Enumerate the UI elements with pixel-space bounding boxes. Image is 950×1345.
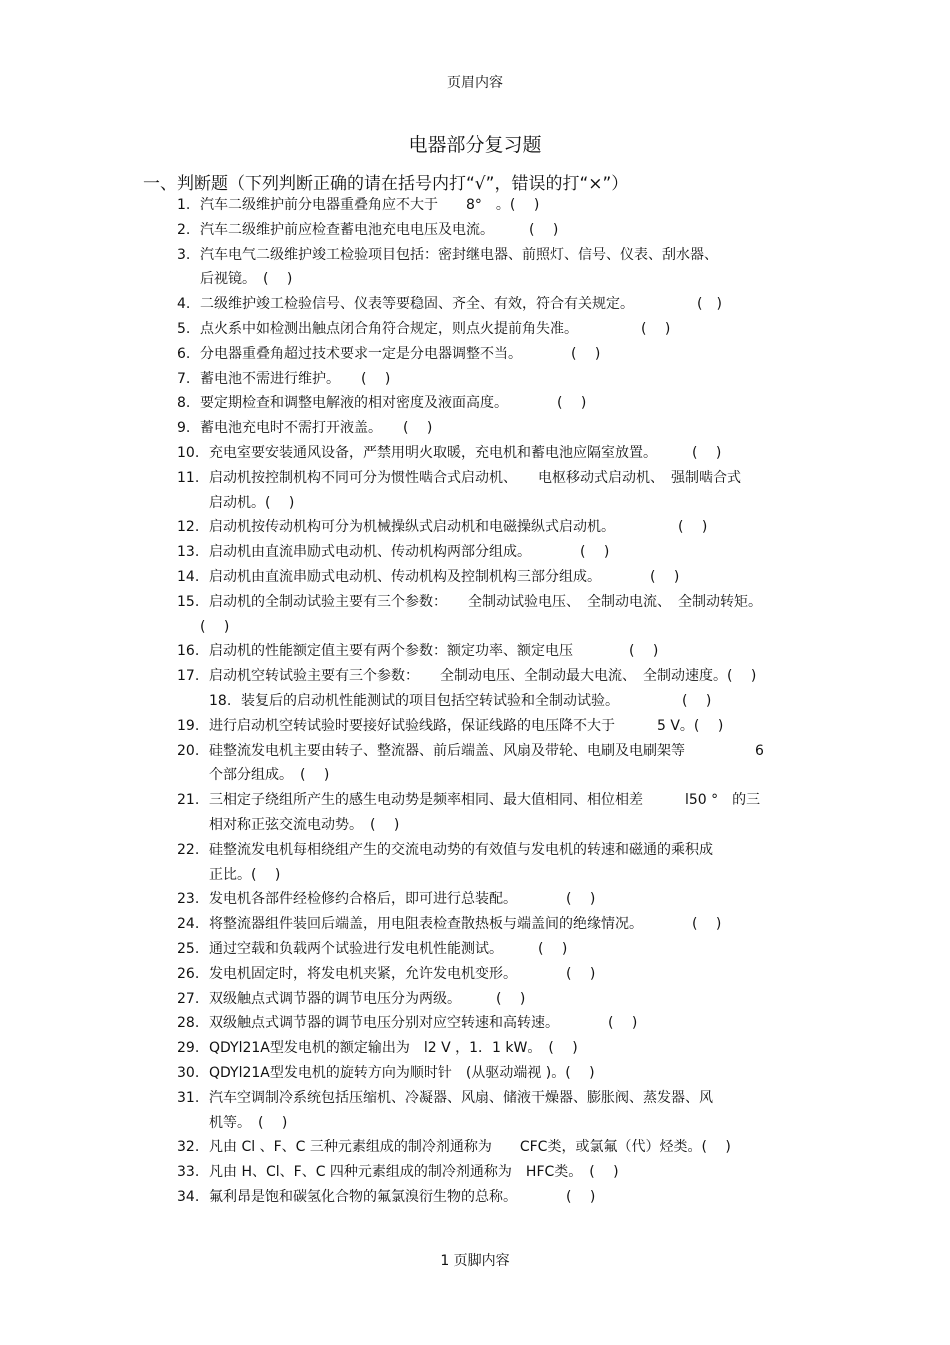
question-number: 15. <box>177 593 200 610</box>
question-number: 18. <box>209 693 232 709</box>
question-text: 将整流器组件装回后端盖，用电阻表检查散热板与端盖间的绝缘情况。 ( ) <box>209 916 722 933</box>
question-item <box>177 790 760 810</box>
question-item <box>177 195 539 215</box>
question-text: 氟利昂是饱和碳氢化合物的氟氯溴衍生物的总称。 ( ) <box>209 1189 596 1205</box>
page-header: 页眉内容 <box>447 75 503 91</box>
question-number: 12. <box>177 519 200 536</box>
question-item <box>177 1063 595 1083</box>
question-text: 蓄电池充电时不需打开液盖。 ( ) <box>200 420 433 437</box>
question-text: 启动机由直流串励式电动机、传动机构及控制机构三部分组成。 ( ) <box>209 569 680 585</box>
page-footer: 1 页脚内容 <box>440 1253 510 1269</box>
question-number: 3. <box>177 246 191 263</box>
question-number: 6. <box>177 345 191 362</box>
question-text: 分电器重叠角超过技术要求一定是分电器调整不当。 ( ) <box>200 345 601 362</box>
question-number: 28. <box>177 1015 200 1032</box>
question-number: 5. <box>177 321 191 337</box>
question-number: 26. <box>177 965 200 982</box>
question-text: 双级触点式调节器的调节电压分别对应空转速和高转速。 ( ) <box>209 1015 638 1032</box>
question-number: 21. <box>177 792 200 809</box>
question-item <box>177 840 713 860</box>
question-text: 启动机空转试验主要有三个参数： 全制动电压、全制动最大电流、 全制动速度。( ) <box>209 668 757 685</box>
question-item <box>177 517 707 537</box>
question-text: 启动机按传动机构可分为机械操纵式启动机和电磁操纵式启动机。 ( ) <box>209 519 708 536</box>
question-item <box>177 666 756 686</box>
question-number: 33. <box>177 1164 200 1181</box>
question-item <box>177 641 658 661</box>
question-item <box>177 369 390 389</box>
question-continuation: 机等。 ( ) <box>209 1114 288 1131</box>
question-item <box>177 393 586 413</box>
question-number: 22. <box>177 841 200 858</box>
question-item <box>209 691 711 711</box>
question-item <box>177 443 721 463</box>
section-heading: 一、判断题（下列判断正确的请在括号内打“√”，错误的打“×”） <box>143 174 629 194</box>
question-text: QDYl21A型发电机的旋转方向为顺时针 (从驱动端视 )。( ) <box>209 1065 595 1081</box>
question-item <box>177 542 609 562</box>
question-number: 9. <box>177 420 191 437</box>
question-item <box>177 914 721 934</box>
question-continuation: 个部分组成。 ( ) <box>209 767 330 784</box>
document-title: 电器部分复习题 <box>408 134 542 156</box>
question-number: 7. <box>177 370 191 387</box>
question-number: 24. <box>177 916 200 933</box>
question-text: 进行启动机空转试验时要接好试验线路，保证线路的电压降不大于 5 V。( ) <box>209 717 724 734</box>
question-continuation: ( ) <box>200 618 230 635</box>
question-number: 23. <box>177 891 200 908</box>
question-text: 启动机的全制动试验主要有三个参数： 全制动试验电压、 全制动电流、 全制动转矩。 <box>209 593 762 610</box>
question-text: 汽车电气二级维护竣工检验项目包括：密封继电器、前照灯、信号、仪表、刮水器、 <box>200 246 718 263</box>
question-text: 硅整流发电机每相绕组产生的交流电动势的有效值与发电机的转速和磁通的乘积成 <box>209 841 713 858</box>
question-item <box>177 592 762 612</box>
question-item <box>177 989 525 1009</box>
question-item <box>177 245 718 265</box>
question-item <box>177 1088 713 1108</box>
question-item <box>177 468 741 488</box>
question-text: 凡由 H、Cl、F、C 四种元素组成的制冷剂通称为 HFC类。 ( ) <box>209 1164 619 1181</box>
question-item <box>177 418 432 438</box>
question-text: 启动机的性能额定值主要有两个参数：额定功率、额定电压 ( ) <box>209 643 659 660</box>
question-text: 二级维护竣工检验信号、仪表等要稳固、齐全、有效，符合有关规定。 ( ) <box>200 296 722 313</box>
question-text: 启动机按控制机构不同可分为惯性啮合式启动机、 电枢移动式启动机、 强制啮合式 <box>209 469 741 486</box>
question-text: 装复后的启动机性能测试的项目包括空转试验和全制动试验。 ( ) <box>241 693 712 709</box>
question-item <box>177 319 670 339</box>
question-item <box>177 889 595 909</box>
question-text: 通过空载和负载两个试验进行发电机性能测试。 ( ) <box>209 941 568 957</box>
question-item <box>177 1137 731 1157</box>
question-text: 点火系中如检测出触点闭合角符合规定，则点火提前角失准。 ( ) <box>200 321 671 337</box>
question-item <box>177 220 558 240</box>
question-text: 双级触点式调节器的调节电压分为两级。 ( ) <box>209 990 526 1007</box>
question-item <box>177 567 679 587</box>
question-text: 汽车二级维护前分电器重叠角应不大于 8° 。( ) <box>200 197 540 213</box>
question-text: 三相定子绕组所产生的感生电动势是频率相同、最大值相同、相位相差 l50 ° 的三 <box>209 792 761 809</box>
question-number: 31. <box>177 1089 200 1106</box>
question-text: QDYl21A型发电机的额定输出为 l2 V ，1．1 kW。 ( ) <box>209 1040 578 1057</box>
question-item <box>177 964 595 984</box>
question-text: 启动机由直流串励式电动机、传动机构两部分组成。 ( ) <box>209 544 610 561</box>
question-number: 8. <box>177 395 191 412</box>
question-number: 16. <box>177 643 200 660</box>
question-text: 发电机各部件经检修约合格后，即可进行总装配。 ( ) <box>209 891 596 908</box>
question-item <box>177 1013 637 1033</box>
question-item <box>177 1038 578 1058</box>
question-number: 2. <box>177 221 191 238</box>
question-continuation: 后视镜。 ( ) <box>200 271 293 288</box>
question-number: 30. <box>177 1065 200 1081</box>
question-text: 汽车二级维护前应检查蓄电池充电电压及电流。 ( ) <box>200 221 559 238</box>
question-text: 要定期检查和调整电解液的相对密度及液面高度。 ( ) <box>200 395 587 412</box>
question-number: 25. <box>177 941 200 957</box>
question-number: 10. <box>177 445 200 461</box>
question-item <box>177 741 764 761</box>
question-number: 32. <box>177 1139 200 1156</box>
question-number: 14. <box>177 569 200 585</box>
question-item <box>177 1187 595 1207</box>
question-item <box>177 1162 619 1182</box>
question-text: 汽车空调制冷系统包括压缩机、冷凝器、风扇、储液干燥器、膨胀阀、蒸发器、风 <box>209 1089 713 1106</box>
question-number: 34. <box>177 1189 200 1205</box>
question-text: 硅整流发电机主要由转子、整流器、前后端盖、风扇及带轮、电刷及电刷架等 6 <box>209 742 764 759</box>
question-number: 13. <box>177 544 200 561</box>
question-continuation: 启动机。( ) <box>209 494 295 511</box>
question-item <box>177 939 567 959</box>
question-number: 1. <box>177 197 191 213</box>
question-continuation: 相对称正弦交流电动势。 ( ) <box>209 817 400 833</box>
question-text: 发电机固定时，将发电机夹紧，允许发电机变形。 ( ) <box>209 965 596 982</box>
question-number: 19. <box>177 717 200 734</box>
question-item <box>177 344 600 364</box>
question-number: 17. <box>177 668 200 685</box>
question-text: 充电室要安装通风设备，严禁用明火取暖，充电机和蓄电池应隔室放置。 ( ) <box>209 445 722 461</box>
question-continuation: 正比。( ) <box>209 866 281 883</box>
question-number: 27. <box>177 990 200 1007</box>
question-item <box>177 294 722 314</box>
question-number: 4. <box>177 296 191 313</box>
question-number: 20. <box>177 742 200 759</box>
question-item <box>177 716 723 736</box>
question-number: 29. <box>177 1040 200 1057</box>
question-number: 11. <box>177 469 200 486</box>
question-text: 蓄电池不需进行维护。 ( ) <box>200 370 391 387</box>
question-text: 凡由 Cl 、F、C 三种元素组成的制冷剂通称为 CFC类，或氯氟（代）烃类。( ) <box>209 1139 731 1156</box>
